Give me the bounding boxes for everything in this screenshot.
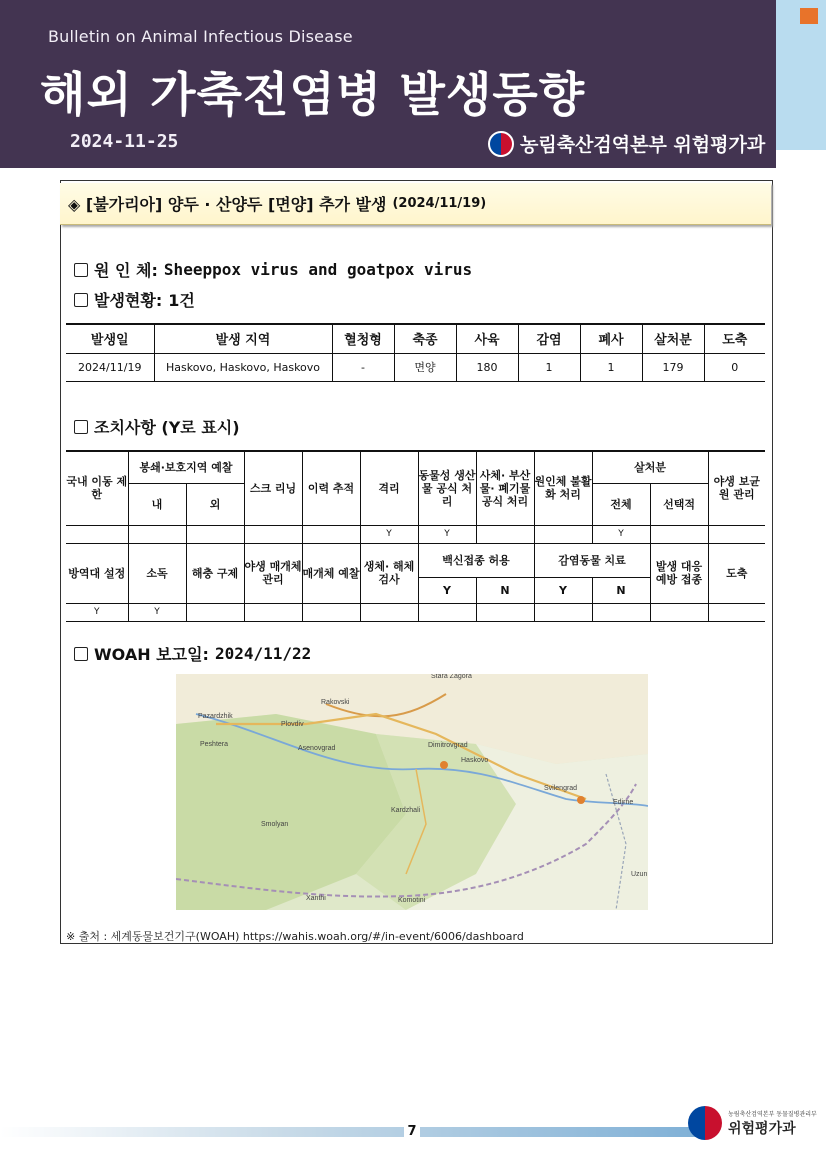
headline-text: ◈ [불가리아] 양두 · 산양두 [면양] 추가 발생 <box>68 195 387 214</box>
side-tab-accent <box>800 8 818 24</box>
footer-logo <box>688 1106 817 1140</box>
measure-screening: 스크 리닝 <box>244 451 302 525</box>
value-cell <box>186 525 244 543</box>
vaccine-yes: Y <box>418 577 476 603</box>
measure-culling: 살처분 <box>592 451 708 483</box>
taeguk-logo-icon <box>488 131 514 157</box>
value-cell <box>244 603 302 621</box>
value-cell <box>128 525 186 543</box>
taeguk-logo-icon <box>688 1106 722 1140</box>
place-label: Stara Zagora <box>431 674 472 680</box>
measure-vaccine: 백신접종 허용 <box>418 543 534 577</box>
measure-vector-surveillance: 매개체 예찰 <box>302 543 360 603</box>
woah-line <box>74 642 311 665</box>
measure-products: 동물성 생산물 공식 처리 <box>418 451 476 525</box>
value-cell: Y <box>66 603 128 621</box>
cell-infected: 1 <box>518 353 580 381</box>
measure-disinfection: 소독 <box>128 543 186 603</box>
checkbox-square-icon <box>74 293 88 307</box>
woah-label: WOAH 보고일: <box>94 645 209 664</box>
place-label: Rakovski <box>321 699 350 706</box>
outbreak-value: 1건 <box>168 291 195 310</box>
table-row <box>66 603 765 621</box>
cell-species: 면양 <box>394 353 456 381</box>
place-label: Dimitrovgrad <box>428 742 468 749</box>
woah-date: 2024/11/22 <box>214 644 312 663</box>
value-cell <box>302 603 360 621</box>
headline-date: (2024/11/19) <box>392 196 487 211</box>
measures-line <box>74 415 240 438</box>
value-cell <box>650 603 708 621</box>
page-title: 해외 가축전염병 발생동향 <box>40 68 586 123</box>
outbreak-label: 발생현황: <box>94 291 163 310</box>
col-infected: 감염 <box>518 324 580 353</box>
place-label: Komotini <box>398 897 426 904</box>
table-row <box>66 525 765 543</box>
cell-serotype: - <box>332 353 394 381</box>
value-cell: Y <box>418 525 476 543</box>
place-label: Edirne <box>613 799 634 806</box>
bulletin-subtitle: Bulletin on Animal Infectious Disease <box>48 27 353 46</box>
col-slaughtered: 도축 <box>704 324 765 353</box>
col-species: 축종 <box>394 324 456 353</box>
place-label: Smolyan <box>261 821 289 828</box>
col-dead: 폐사 <box>580 324 642 353</box>
col-date: 발생일 <box>66 324 154 353</box>
place-label: Kardzhali <box>391 807 421 814</box>
value-cell: Y <box>128 603 186 621</box>
value-cell <box>186 603 244 621</box>
bulletin-date: 2024-11-25 <box>70 131 179 152</box>
measure-wildlife-reservoir: 야생 보균원 관리 <box>708 451 765 525</box>
measure-culling-selective: 선택적 <box>650 483 708 525</box>
measure-carcass: 사체· 부산물· 폐기물 공식 처리 <box>476 451 534 525</box>
cell-region: Haskovo, Haskovo, Haskovo <box>154 353 332 381</box>
measure-inactivation: 원인체 불활화 처리 <box>534 451 592 525</box>
place-label: Xanthi <box>306 895 326 902</box>
measure-slaughter: 도축 <box>708 543 765 603</box>
value-cell <box>244 525 302 543</box>
measure-zoning: 방역대 설정 <box>66 543 128 603</box>
outbreak-line <box>74 288 195 311</box>
col-culled: 살처분 <box>642 324 704 353</box>
page-number: 7 <box>404 1124 420 1142</box>
value-cell <box>66 525 128 543</box>
treatment-no: N <box>592 577 650 603</box>
map-svg <box>176 674 648 910</box>
measure-treatment: 감염동물 치료 <box>534 543 650 577</box>
value-cell <box>708 525 765 543</box>
footer-bar <box>0 1127 700 1137</box>
pathogen-value: Sheeppox virus and goatpox virus <box>163 260 473 279</box>
headline-bar <box>60 183 771 225</box>
checkbox-square-icon <box>74 647 88 661</box>
value-cell <box>476 525 534 543</box>
org-label: 농림축산검역본부 위험평가과 <box>520 134 766 156</box>
measure-quarantine: 격리 <box>360 451 418 525</box>
place-label: Haskovo <box>461 757 489 764</box>
value-cell <box>360 603 418 621</box>
measures-table <box>66 450 765 622</box>
value-cell <box>476 603 534 621</box>
checkbox-square-icon <box>74 263 88 277</box>
value-cell <box>534 603 592 621</box>
outbreak-marker[interactable] <box>577 796 585 804</box>
value-cell: Y <box>360 525 418 543</box>
footer-org-big: 위험평가과 <box>728 1120 796 1137</box>
cell-dead: 1 <box>580 353 642 381</box>
checkbox-square-icon <box>74 420 88 434</box>
org-name <box>488 130 765 157</box>
place-label: Svilengrad <box>544 785 578 792</box>
header-banner <box>0 0 776 168</box>
col-region: 발생 지역 <box>154 324 332 353</box>
outbreak-marker[interactable] <box>440 761 448 769</box>
col-raised: 사육 <box>456 324 518 353</box>
outbreak-map[interactable] <box>176 674 648 910</box>
value-cell <box>302 525 360 543</box>
value-cell <box>708 603 765 621</box>
measure-culling-all: 전체 <box>592 483 650 525</box>
place-label: Uzun <box>631 871 648 878</box>
measures-label: 조치사항 (Y로 표시) <box>94 418 240 437</box>
value-cell <box>650 525 708 543</box>
treatment-yes: Y <box>534 577 592 603</box>
measure-biopsy: 생체· 해체 검사 <box>360 543 418 603</box>
place-label: Asenovgrad <box>298 745 336 752</box>
footer-org-small: 농림축산검역본부 동물질병관리부 <box>728 1110 817 1118</box>
measure-zone-out: 외 <box>186 483 244 525</box>
outbreak-table <box>66 323 765 382</box>
place-label: Plovdiv <box>281 721 304 728</box>
measure-preventive-vaccine: 발생 대응 예방 접종 <box>650 543 708 603</box>
measure-wild-vector: 야생 매개체 관리 <box>244 543 302 603</box>
measure-zone: 봉쇄·보호지역 예찰 <box>128 451 244 483</box>
col-serotype: 혈청형 <box>332 324 394 353</box>
value-cell <box>534 525 592 543</box>
cell-slaughtered: 0 <box>704 353 765 381</box>
cell-raised: 180 <box>456 353 518 381</box>
measure-tracing: 이력 추적 <box>302 451 360 525</box>
value-cell <box>592 603 650 621</box>
value-cell: Y <box>592 525 650 543</box>
vaccine-no: N <box>476 577 534 603</box>
pathogen-label: 원 인 체: <box>94 261 158 280</box>
measure-domestic-movement: 국내 이동 제한 <box>66 451 128 525</box>
cell-date: 2024/11/19 <box>78 360 142 374</box>
place-label: Peshtera <box>200 741 229 748</box>
cell-culled: 179 <box>642 353 704 381</box>
table-header-row <box>66 324 765 353</box>
pathogen-line <box>74 258 472 281</box>
table-row <box>66 353 765 381</box>
measure-zone-in: 내 <box>128 483 186 525</box>
source-note: ※ 출처 : 세계동물보건기구(WOAH) https://wahis.woah.org/#/in-event/6006/dashboard <box>66 930 524 943</box>
measure-vector: 해충 구제 <box>186 543 244 603</box>
place-label: Pazardzhik <box>198 713 233 720</box>
value-cell <box>418 603 476 621</box>
